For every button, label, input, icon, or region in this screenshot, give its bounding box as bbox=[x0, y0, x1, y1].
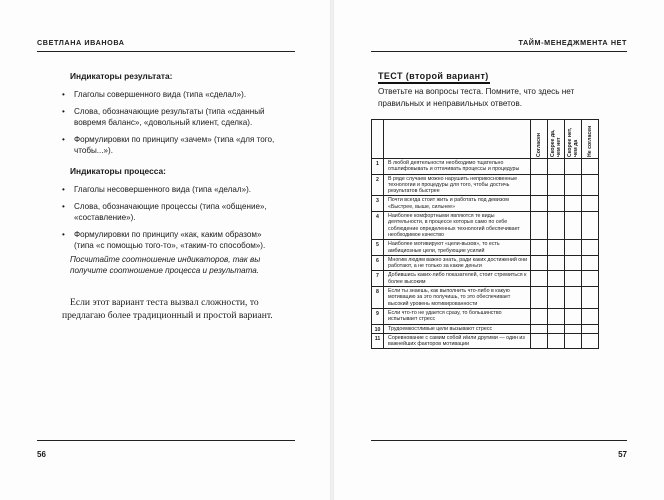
answer-cell[interactable] bbox=[582, 271, 599, 287]
answer-cell[interactable] bbox=[565, 196, 582, 212]
test-table bbox=[371, 119, 599, 349]
result-indicators-list bbox=[62, 89, 282, 162]
list-item: • Слова, обозначающие результаты (типа «сданный вовремя баланс», «довольный клиент, сделка). bbox=[62, 106, 282, 128]
answer-cell[interactable] bbox=[565, 240, 582, 256]
test-intro: Ответьте на вопросы теста. Помните, что здесь нет правильных и неправильных ответов. bbox=[378, 87, 575, 108]
header-rule-right bbox=[371, 51, 627, 52]
answer-cell[interactable] bbox=[531, 212, 548, 240]
row-number: 1 bbox=[372, 159, 384, 175]
answer-cell[interactable] bbox=[565, 287, 582, 309]
answer-cell[interactable] bbox=[565, 159, 582, 175]
test-title-text: ТЕСТ (второй вариант) bbox=[378, 71, 489, 81]
list-item: • Глаголы совершенного вида (типа «сделал»). bbox=[62, 89, 282, 100]
page-number-right: 57 bbox=[618, 450, 627, 459]
answer-cell[interactable] bbox=[531, 333, 548, 349]
answer-cell[interactable] bbox=[565, 333, 582, 349]
answer-cell[interactable] bbox=[548, 196, 565, 212]
answer-cell[interactable] bbox=[582, 196, 599, 212]
column-label: Скорее да, чем нет bbox=[550, 129, 562, 157]
page-number-left: 56 bbox=[37, 450, 46, 459]
column-label: Скорее нет, чем да bbox=[567, 127, 579, 157]
answer-cell[interactable] bbox=[565, 308, 582, 324]
footer-rule-left bbox=[37, 440, 295, 441]
answer-cell[interactable] bbox=[531, 174, 548, 196]
table-row bbox=[372, 159, 599, 175]
row-statement: Наиболее мотивируют «цели-вызов», то есть амбициозные цели, требующие усилий bbox=[384, 240, 531, 256]
table-row bbox=[372, 196, 599, 212]
answer-cell[interactable] bbox=[531, 324, 548, 333]
answer-cell[interactable] bbox=[548, 255, 565, 271]
table-row bbox=[372, 212, 599, 240]
answer-cell[interactable] bbox=[565, 271, 582, 287]
row-statement: Если что-то не удается сразу, то большинство испытывает стресс bbox=[384, 308, 531, 324]
answer-cell[interactable] bbox=[548, 308, 565, 324]
table-row bbox=[372, 287, 599, 309]
answer-cell[interactable] bbox=[582, 240, 599, 256]
column-label: Не согласен bbox=[587, 125, 593, 157]
answer-cell[interactable] bbox=[531, 196, 548, 212]
answer-cell[interactable] bbox=[548, 212, 565, 240]
answer-cell[interactable] bbox=[548, 240, 565, 256]
test-title-underline bbox=[378, 82, 490, 84]
list-item: • Формулировки по принципу «зачем» (типа «для того, чтобы...»). bbox=[62, 134, 282, 156]
answer-cell[interactable] bbox=[565, 324, 582, 333]
right-page bbox=[334, 0, 664, 500]
answer-cell[interactable] bbox=[548, 271, 565, 287]
answer-cell[interactable] bbox=[531, 271, 548, 287]
footer-rule-right bbox=[371, 440, 627, 441]
test-title bbox=[378, 71, 489, 81]
process-indicators-list bbox=[62, 184, 282, 257]
row-statement: Трудоемкостливые цели вызывают стресс bbox=[384, 324, 531, 333]
row-number: 7 bbox=[372, 271, 384, 287]
running-head-left: СВЕТЛАНА ИВАНОВА bbox=[37, 38, 125, 47]
row-number: 9 bbox=[372, 308, 384, 324]
answer-cell[interactable] bbox=[582, 308, 599, 324]
header-num-cell bbox=[372, 120, 384, 159]
answer-cell[interactable] bbox=[582, 159, 599, 175]
list-item: • Формулировки по принципу «как, каким образом» (типа «с помощью того-то», «таким-то способом»). bbox=[62, 229, 282, 251]
row-number: 3 bbox=[372, 196, 384, 212]
running-head-right: ТАЙМ-МЕНЕДЖМЕНТА НЕТ bbox=[518, 38, 627, 47]
answer-cell[interactable] bbox=[565, 212, 582, 240]
table-row bbox=[372, 324, 599, 333]
answer-cell[interactable] bbox=[531, 287, 548, 309]
row-number: 6 bbox=[372, 255, 384, 271]
row-statement: В ряде случаев можно нарушить неприкосновенные технологии и процедуры для того, чтобы достичь результатов быстрее bbox=[384, 174, 531, 196]
column-header bbox=[565, 120, 582, 159]
row-statement: Соревнование с самим собой и/или другими — один из важнейших факторов мотивации bbox=[384, 333, 531, 349]
row-number: 2 bbox=[372, 174, 384, 196]
table-header-row bbox=[372, 120, 599, 159]
row-statement: В любой деятельности необходимо тщательно отшлифовывать и оттачивать процессы и процедуры bbox=[384, 159, 531, 175]
table-row bbox=[372, 255, 599, 271]
table-row bbox=[372, 240, 599, 256]
answer-cell[interactable] bbox=[548, 159, 565, 175]
column-header bbox=[531, 120, 548, 159]
result-indicators-heading: Индикаторы результата: bbox=[70, 71, 173, 81]
list-item: • Слова, обозначающие процессы (типа «общение», «составление»). bbox=[62, 201, 282, 223]
answer-cell[interactable] bbox=[582, 324, 599, 333]
row-statement: Почти всегда стоит жить и работать под девизом «Быстрее, выше, сильнее» bbox=[384, 196, 531, 212]
answer-cell[interactable] bbox=[531, 255, 548, 271]
answer-cell[interactable] bbox=[548, 333, 565, 349]
column-header bbox=[582, 120, 599, 159]
table-row bbox=[372, 174, 599, 196]
answer-cell[interactable] bbox=[565, 255, 582, 271]
body-paragraph: Если этот вариант теста вызвал сложности, то предлагаю более традиционный и простой вариант. bbox=[62, 297, 273, 321]
column-label: Согласен bbox=[536, 132, 542, 157]
table-row bbox=[372, 271, 599, 287]
answer-cell[interactable] bbox=[582, 287, 599, 309]
row-number: 4 bbox=[372, 212, 384, 240]
answer-cell[interactable] bbox=[565, 174, 582, 196]
answer-cell[interactable] bbox=[582, 255, 599, 271]
header-rule-left bbox=[37, 51, 295, 52]
row-statement: Если ты знаешь, как выполнить что-либо в какую мотивацию за это получишь, то это обеспечивает высокий уровень мотивированности bbox=[384, 287, 531, 309]
italic-note: Посчитайте соотношение индикаторов, так вы получите соотношение процесса и результата. bbox=[70, 255, 261, 275]
list-item: • Глаголы несовершенного вида (типа «делал»). bbox=[62, 184, 282, 195]
header-text-cell bbox=[384, 120, 531, 159]
left-page bbox=[0, 0, 330, 500]
process-indicators-heading: Индикаторы процесса: bbox=[70, 166, 166, 176]
row-statement: Наиболее комфортными являются те виды деятельности, в процессе которых само по себе соблюдение определенных технологий обеспечивает необходимое качество bbox=[384, 212, 531, 240]
column-header bbox=[548, 120, 565, 159]
answer-cell[interactable] bbox=[582, 174, 599, 196]
answer-cell[interactable] bbox=[531, 240, 548, 256]
answer-cell[interactable] bbox=[531, 308, 548, 324]
answer-cell[interactable] bbox=[548, 174, 565, 196]
row-number: 5 bbox=[372, 240, 384, 256]
row-statement: Добившись каких-либо показателей, стоит стремиться к более высоким bbox=[384, 271, 531, 287]
row-number: 11 bbox=[372, 333, 384, 349]
answer-cell[interactable] bbox=[582, 333, 599, 349]
answer-cell[interactable] bbox=[531, 159, 548, 175]
table-row bbox=[372, 308, 599, 324]
row-number: 8 bbox=[372, 287, 384, 309]
row-statement: Многим людям важно знать, ради каких достижений они работают, а не только за какие деньги bbox=[384, 255, 531, 271]
answer-cell[interactable] bbox=[548, 287, 565, 309]
table-row bbox=[372, 333, 599, 349]
answer-cell[interactable] bbox=[548, 324, 565, 333]
row-number: 10 bbox=[372, 324, 384, 333]
answer-cell[interactable] bbox=[582, 212, 599, 240]
